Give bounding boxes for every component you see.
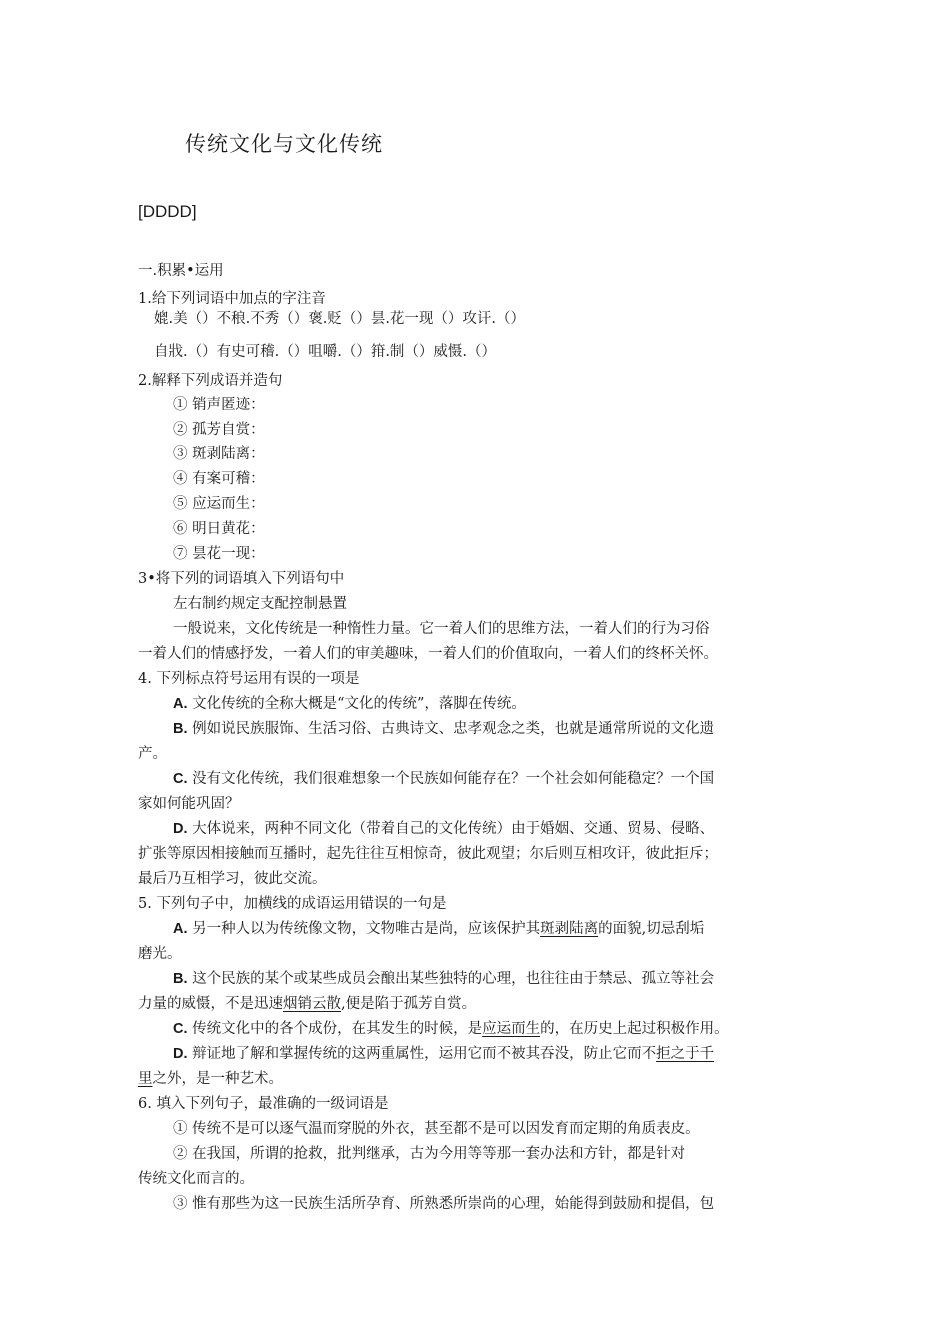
idiom-item: ② 孤芳自赏： [173, 422, 265, 438]
option-text: 文化传统的全称大概是“文化的传统”，落脚在传统。 [192, 696, 526, 712]
idiom-item: ⑦ 昙花一现： [173, 546, 265, 562]
option-text-cont [138, 994, 476, 1014]
idiom-item: ⑥ 明日黄花： [173, 521, 265, 537]
sentence-item-cont: 传统文化而言的。 [138, 1171, 254, 1187]
underlined-idiom: 里 [138, 1071, 153, 1087]
option-d [173, 819, 714, 839]
sentence-item: ① 传统不是可以逐气温而穿脱的外衣，甚至都不是可以因发育而定期的角质表皮。 [173, 1121, 700, 1137]
option-label: A. [173, 921, 188, 937]
option-text: 传统文化中的各个成份，在其发生的时候，是 [192, 1021, 483, 1037]
underlined-idiom: 烟销云散 [283, 996, 341, 1012]
option-a [173, 694, 526, 714]
option-label: A. [173, 696, 188, 712]
question-5-stem: 5. 下列句子中，加横线的成语运用错误的一句是 [138, 896, 447, 912]
option-text-cont [138, 1069, 283, 1089]
underlined-idiom: 应运而生 [482, 1021, 541, 1037]
option-text: 例如说民族服饰、生活习俗、古典诗文、忠孝观念之类，也就是通常所说的文化遗 [192, 721, 715, 737]
option-text: 没有文化传统，我们很难想象一个民族如何能存在？一个社会如何能稳定？一个国 [192, 771, 715, 787]
paragraph-line: 一着人们的情感抒发，一着人们的审美趣味，一着人们的价值取向，一着人们的终杯关怀。 [138, 646, 718, 662]
question-1-line-2: 自戕.（）有史可稽.（）咀嚼.（）箝.制（）威慑.（） [154, 344, 497, 360]
option-label: C. [173, 771, 188, 787]
word-bank: 左右制约规定支配控制悬置 [173, 596, 347, 612]
sentence-item: ② 在我国，所谓的抢救，批判继承，古为今用等等那一套办法和方针，都是针对 [173, 1146, 686, 1162]
section-heading: 一.积累•运用 [138, 263, 224, 279]
option-text: 这个民族的某个或某些成员会酿出某些独特的心理，也往往由于禁忌、孤立等社会 [192, 971, 715, 987]
option-text: 的面貌,切忌刮垢 [598, 921, 705, 937]
question-1-stem: 1.给下列词语中加点的字注音 [138, 291, 326, 307]
idiom-item: ③ 斑剥陆离： [173, 446, 265, 462]
idiom-item: ④ 有案可稽： [173, 471, 265, 487]
question-1-line-1: 媲.美（）不稂.不秀（）褒.贬（）昙.花一现（）攻讦.（） [154, 311, 526, 327]
option-text: 力量的威慑，不是迅速 [138, 996, 283, 1012]
option-text: 之外，是一种艺术。 [152, 1071, 283, 1087]
option-text: 的，在历史上起过积极作用。 [540, 1021, 729, 1037]
option-d [173, 1044, 714, 1064]
underlined-idiom: 拒之于千 [656, 1046, 715, 1062]
option-text-cont: 家如何能巩固？ [138, 796, 240, 812]
underlined-idiom: 斑剥陆离 [540, 921, 599, 937]
option-a [173, 919, 704, 939]
page-title: 传统文化与文化传统 [185, 132, 383, 156]
option-text-cont: 磨光。 [138, 946, 182, 962]
paragraph-line: 一般说来，文化传统是一种惰性力量。它一着人们的思维方法，一着人们的行为习俗 [173, 621, 710, 637]
option-text: 辩证地了解和掌握传统的这两重属性，运用它而不被其吞没，防止它而不 [192, 1046, 657, 1062]
question-4-stem: 4. 下列标点符号运用有误的一项是 [138, 671, 360, 687]
option-c [173, 769, 714, 789]
option-text-cont: 最后乃互相学习，彼此交流。 [138, 871, 327, 887]
option-label: C. [173, 1021, 188, 1037]
option-c [173, 1019, 729, 1039]
option-label: D. [173, 1046, 188, 1062]
sentence-item: ③ 惟有那些为这一民族生活所孕育、所熟悉所崇尚的心理，始能得到鼓励和提倡，包 [173, 1196, 715, 1212]
question-3-stem: 3•将下列的词语填入下列语句中 [138, 571, 345, 587]
option-text: 大体说来，两种不同文化（带着自己的文化传统）由于婚姻、交通、贸易、侵略、 [192, 821, 715, 837]
option-text-cont: 产。 [138, 746, 167, 762]
option-text: 另一种人以为传统像文物，文物唯古是尚，应该保护其 [192, 921, 541, 937]
option-text-cont: 扩张等原因相接触而互播时，起先往往互相惊奇，彼此观望；尔后则互相攻讦，彼此拒斥； [138, 846, 718, 862]
idiom-item: ① 销声匿迹： [173, 397, 265, 413]
option-label: B. [173, 971, 188, 987]
option-b [173, 719, 714, 739]
idiom-item: ⑤ 应运而生： [173, 496, 265, 512]
doc-tag: [DDDD] [138, 202, 197, 221]
option-text: ,便是陷于孤芳自赏。 [341, 996, 477, 1012]
option-b [173, 969, 714, 989]
question-6-stem: 6. 填入下列句子，最准确的一级词语是 [138, 1096, 389, 1112]
question-2-stem: 2.解释下列成语并造句 [138, 373, 283, 389]
option-label: D. [173, 821, 188, 837]
option-label: B. [173, 721, 188, 737]
